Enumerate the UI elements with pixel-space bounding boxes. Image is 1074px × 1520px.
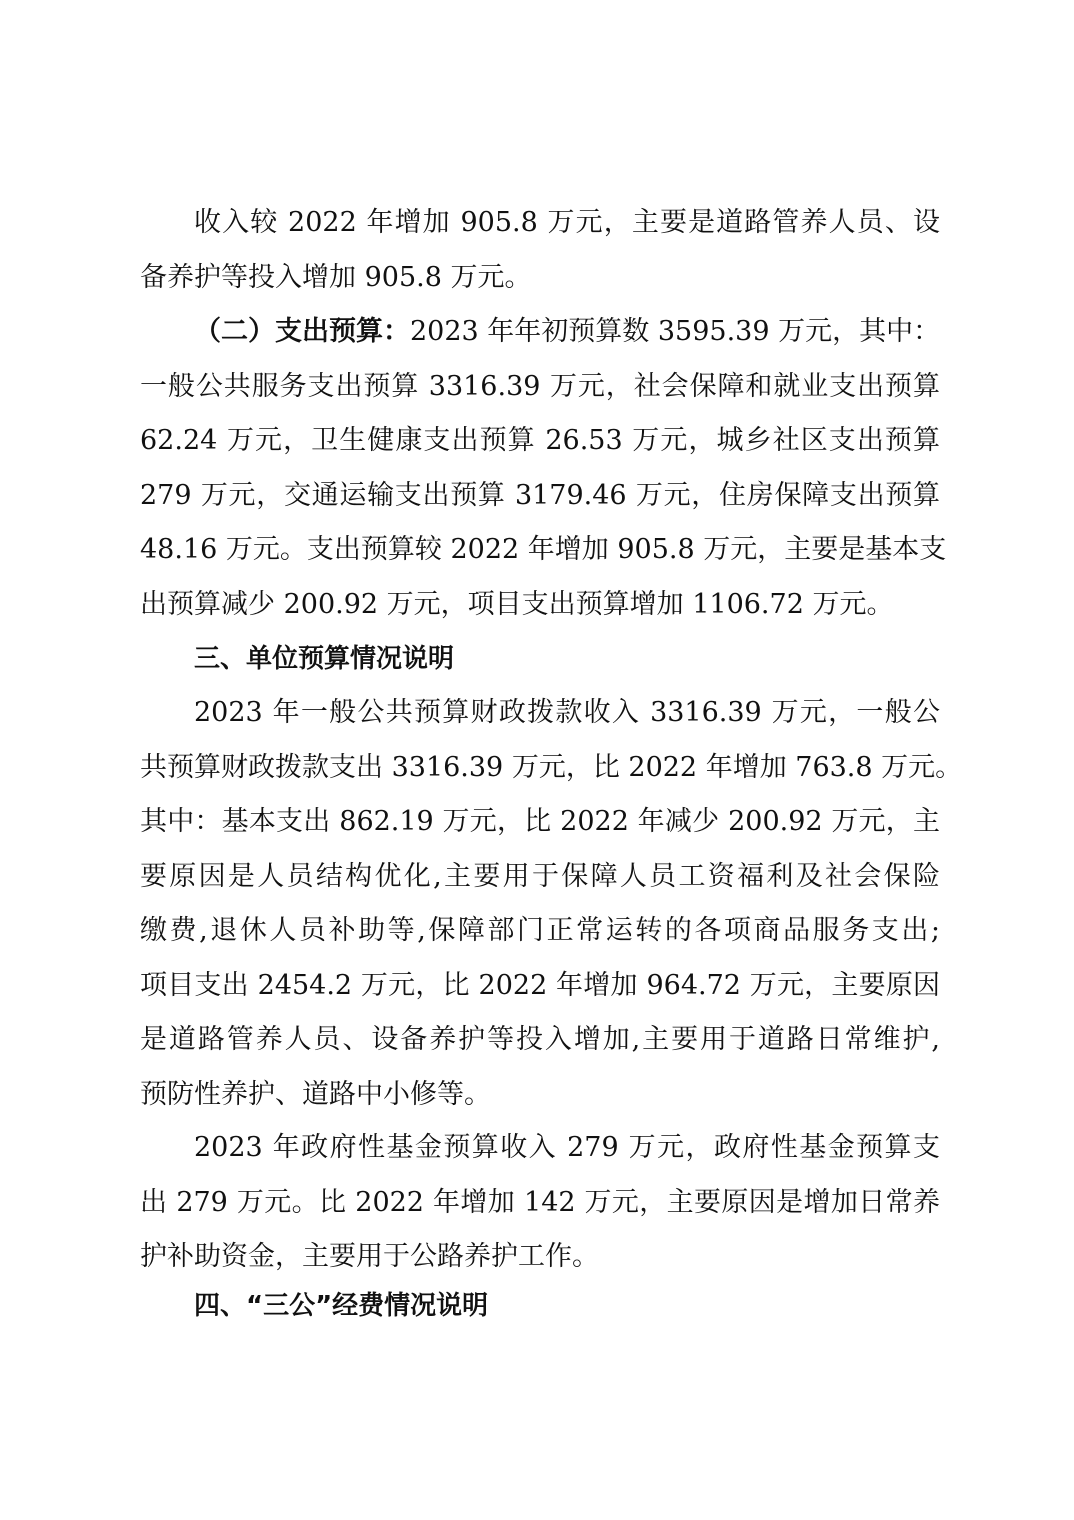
paragraph-expenditure-budget — [140, 305, 947, 632]
heading-text: 四、“三公”经费情况说明 — [194, 1291, 489, 1321]
text-line: 护补助资金，主要用于公路养护工作。 — [140, 1241, 599, 1272]
text-line: 缴费,退休人员补助等,保障部门正常运转的各项商品服务支出; — [140, 915, 940, 946]
text-line: 一般公共服务支出预算 3316.39 万元，社会保障和就业支出预算 — [140, 370, 940, 402]
paragraph-income-change — [140, 196, 940, 305]
text-line: 预防性养护、道路中小修等。 — [140, 1078, 491, 1110]
paragraph-general-budget — [140, 686, 963, 1122]
text-line: 出预算减少 200.92 万元，项目支出预算增加 1106.72 万元。 — [140, 588, 894, 620]
text-line: 项目支出 2454.2 万元，比 2022 年增加 964.72 万元，主要原因 — [140, 969, 940, 1001]
paragraph-government-fund — [140, 1121, 940, 1285]
text-line: 是道路管养人员、设备养护等投入增加,主要用于道路日常维护, — [140, 1024, 940, 1055]
text-line: 2023 年政府性基金预算收入 279 万元，政府性基金预算支 — [194, 1132, 940, 1163]
text-line: 要原因是人员结构优化,主要用于保障人员工资福利及社会保险 — [140, 860, 940, 892]
section-heading-three-public-funds — [140, 1279, 940, 1334]
heading-text: 三、单位预算情况说明 — [194, 644, 455, 674]
text-line: 收入较 2022 年增加 905.8 万元，主要是道路管养人员、设 — [194, 207, 940, 238]
text-line: 2023 年一般公共预算财政拨款收入 3316.39 万元，一般公 — [194, 697, 940, 728]
section-heading-unit-budget — [140, 632, 940, 687]
text-line: 48.16 万元。支出预算较 2022 年增加 905.8 万元，主要是基本支 — [140, 534, 947, 565]
text-line — [140, 305, 940, 360]
text-span: 2023 年年初预算数 3595.39 万元，其中： — [410, 316, 941, 347]
section-subheading: （二）支出预算： — [194, 316, 410, 347]
text-line: 共预算财政拨款支出 3316.39 万元，比 2022 年增加 763.8 万元。 — [140, 751, 963, 783]
text-line: 其中：基本支出 862.19 万元，比 2022 年减少 200.92 万元，主 — [140, 806, 940, 837]
text-line: 62.24 万元，卫生健康支出预算 26.53 万元，城乡社区支出预算 — [140, 425, 940, 456]
text-line: 出 279 万元。比 2022 年增加 142 万元，主要原因是增加日常养 — [140, 1186, 940, 1218]
text-line: 备养护等投入增加 905.8 万元。 — [140, 261, 532, 293]
text-line: 279 万元，交通运输支出预算 3179.46 万元，住房保障支出预算 — [140, 479, 940, 511]
